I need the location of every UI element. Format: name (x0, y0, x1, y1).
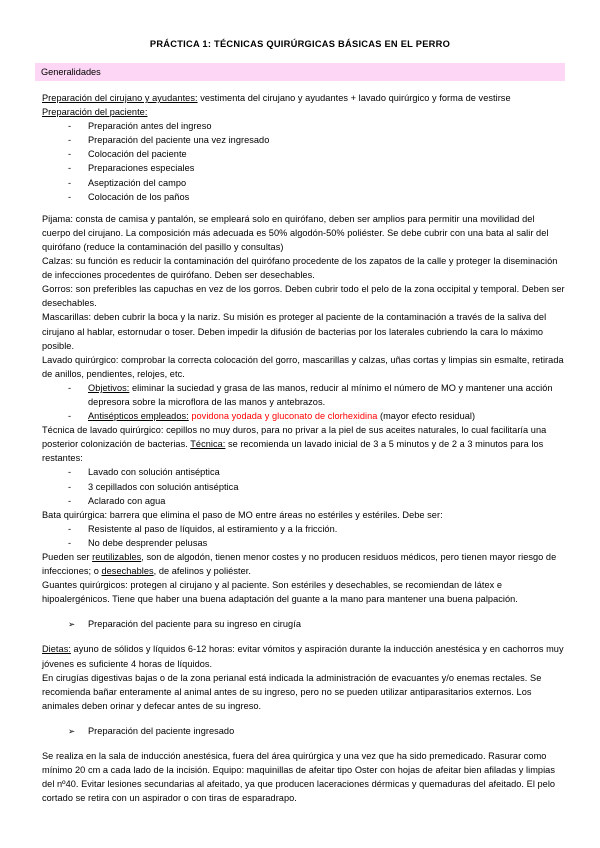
list-preparacion-paciente (42, 119, 565, 204)
dash-bullet-icon: - (68, 495, 72, 506)
dash-bullet-icon: - (68, 537, 72, 548)
heading-arrow-ingreso-cirugia (42, 617, 565, 631)
dash-bullet-icon: - (68, 135, 72, 146)
list-item (42, 381, 565, 409)
label-dietas: Dietas: (42, 644, 71, 655)
document-body (0, 91, 600, 805)
label-tecnica: Técnica: (190, 439, 226, 450)
paragraph-dietas (42, 642, 565, 670)
list-item-label: Preparación antes del ingreso (88, 121, 212, 132)
paragraph-lavado-quirurgico: Lavado quirúrgico: comprobar la correcta colocación del gorro, mascarillas y calzas, uñas cortas y limpias sin esmalte, retirada de anillos, pendientes, relojes, etc. (42, 354, 564, 379)
text-bata-c: , de afelinos y poliéster. (153, 566, 251, 577)
list-item-label: Resistente al paso de líquidos, al estiramiento y a la fricción. (88, 523, 338, 534)
paragraph-calzas: Calzas: su función es reducir la contaminación del quirófano procedente de los zapatos de la calle y proteger la diseminación de infecciones procedentes de quirófano. Deben ser desechables. (42, 256, 558, 281)
dash-bullet-icon: - (68, 177, 72, 188)
list-item (42, 147, 565, 161)
heading-arrow-paciente-ingresado (42, 724, 565, 738)
paragraph-tecnica-lavado (42, 423, 565, 465)
dash-bullet-icon: - (68, 382, 72, 393)
page-title: PRÁCTICA 1: TÉCNICAS QUIRÚRGICAS BÁSICAS EN EL PERRO (149, 39, 451, 49)
dash-bullet-icon: - (68, 191, 72, 202)
list-item-label: Lavado con solución antiséptica (88, 467, 220, 478)
list-item (42, 465, 565, 479)
list-item-label: Preparación del paciente ingresado (88, 725, 235, 736)
label-objetivos: Objetivos: (88, 382, 130, 393)
dash-bullet-icon: - (68, 149, 72, 160)
paragraph-bata-intro: Bata quirúrgica: barrera que elimina el paso de MO entre áreas no estériles y estériles. Debe ser: (42, 509, 443, 520)
dash-bullet-icon: - (68, 523, 72, 534)
text-dietas: ayuno de sólidos y líquidos 6-12 horas: evitar vómitos y aspiración durante la inducción anestésica y en cachorros muy jóvenes es suficiente 4 horas de líquidos. (42, 644, 564, 669)
paragraph-preparacion-cirujano (42, 91, 565, 105)
paragraph-guantes: Guantes quirúrgicos: protegen al cirujano y al paciente. Son estériles y desechables, se recomiendan de látex e hipoalergénicos. Tiene que haber una buena adaptación del guante a la mano para mantener una buena palpación. (42, 580, 518, 605)
arrow-bullet-icon: ➢ (68, 725, 76, 736)
list-item-label: 3 cepillados con solución antiséptica (88, 481, 239, 492)
list-item (42, 133, 565, 147)
text-antisepticos-tail: (mayor efecto residual) (377, 411, 476, 422)
text-objetivos: eliminar la suciedad y grasa de las manos, reducir al mínimo el número de MO y mantener una acción depresora sobre la microflora de las manos y antebrazos. (88, 382, 553, 407)
paragraph-pijama: Pijama: consta de camisa y pantalón, se empleará solo en quirófano, deben ser amplios para permitir una movilidad del cuerpo del cirujano. La composición más adecuada es 50% algodón-50% poliéster. Se debe cubrir con una bata al salir del quirófano (reduce la contaminación del pasillo y consultas) (42, 213, 549, 252)
list-item (42, 119, 565, 133)
list-item-label: Aclarado con agua (88, 495, 166, 506)
dash-bullet-icon: - (68, 467, 72, 478)
paragraph-cirugias-digestivas: En cirugías digestivas bajas o de la zona perianal está indicada la administración de evacuantes y/o enemas rectales. Se recomienda bañar enteramente al animal antes de su ingreso, pero no se pueden utilizar antiparasitarios externos. Los animales deben orinar y defecar antes de su ingreso. (42, 672, 542, 711)
list-tecnica-pasos (42, 465, 565, 507)
list-item (42, 176, 565, 190)
text-tecnica-lavado-b: se recomienda un lavado inicial de 3 a 5 minutos y de 2 a 3 minutos para los restantes: (42, 439, 544, 464)
term-reutilizables: reutilizables (92, 552, 142, 562)
list-item-label: Aseptización del campo (88, 177, 187, 188)
section-heading-generalidades: Generalidades (35, 63, 565, 81)
paragraph-bata-reutilizables (42, 550, 565, 578)
list-lavado-detalles (42, 381, 565, 423)
dash-bullet-icon: - (68, 481, 72, 492)
list-item (42, 522, 565, 536)
list-item-label: Preparación del paciente para su ingreso en cirugía (88, 619, 301, 630)
paragraph-mascarillas: Mascarillas: deben cubrir la boca y la nariz. Su misión es proteger al paciente de la contaminación a través de la saliva del cirujano al hablar, estornudar o toser. Deben impedir la difusión de bacterias por los laterales cubriendo la cara lo máximo posible. (42, 312, 547, 351)
list-bata-requisitos (42, 522, 565, 550)
list-item (42, 536, 565, 550)
list-item (42, 480, 565, 494)
arrow-bullet-icon: ➢ (68, 619, 76, 630)
dash-bullet-icon: - (68, 163, 72, 174)
list-item (42, 161, 565, 175)
list-item (42, 190, 565, 204)
text-bata-b: , son de algodón, tienen menor costes y no producen residuos médicos, pero tienen mayor riesgo de infecciones; o (42, 552, 557, 577)
text-tecnica-lavado-a: Técnica de lavado quirúrgico: cepillos no muy duros, para no privar a la piel de sus aceites naturales, lo cual facilitaría una posterior colonización de bacterias. (42, 425, 547, 450)
list-item-label: No debe desprender pelusas (88, 537, 208, 548)
dash-bullet-icon: - (68, 411, 72, 422)
list-item (42, 409, 565, 423)
list-item-label: Preparación del paciente una vez ingresado (88, 135, 270, 146)
paragraph-paciente-ingresado: Se realiza en la sala de inducción anestésica, fuera del área quirúrgica y una vez que ha sido premedicado. Rasurar como mínimo 20 cm a cada lado de la incisión. Equipo: maquinillas de afeitar tipo Oster con hojas de afeitar bien afiladas y limpias del nº40. Evitar lesiones secundarias al afeitado, ya que producen laceraciones dérmicas y quemaduras del afeitado. El pelo cortado se retira con un aspirador o con tiras de esparadrapo. (42, 751, 556, 804)
list-item-label: Colocación de los paños (88, 191, 190, 202)
list-item (42, 724, 565, 738)
dash-bullet-icon: - (68, 121, 72, 132)
list-item (42, 494, 565, 508)
text-bata-a: Pueden ser (42, 552, 93, 562)
paragraph-gorros: Gorros: son preferibles las capuchas en vez de los gorros. Deben cubrir todo el pelo de la zona occipital y temporal. Deben ser desechables. (42, 284, 565, 309)
label-preparacion-paciente: Preparación del paciente: (42, 107, 148, 118)
term-desechables: desechables (101, 566, 154, 577)
text-preparacion-cirujano: vestimenta del cirujano y ayudantes + lavado quirúrgico y forma de vestirse (197, 93, 511, 103)
list-item (42, 617, 565, 631)
paragraph-preparacion-paciente (42, 105, 565, 119)
list-item-label: Colocación del paciente (88, 149, 187, 160)
label-preparacion-cirujano: Preparación del cirujano y ayudantes: (42, 93, 198, 103)
label-antisepticos: Antisépticos empleados: (88, 411, 189, 422)
text-antisepticos-destacado: povidona yodada y gluconato de clorhexidina (188, 411, 378, 422)
list-item-label: Preparaciones especiales (88, 163, 195, 174)
